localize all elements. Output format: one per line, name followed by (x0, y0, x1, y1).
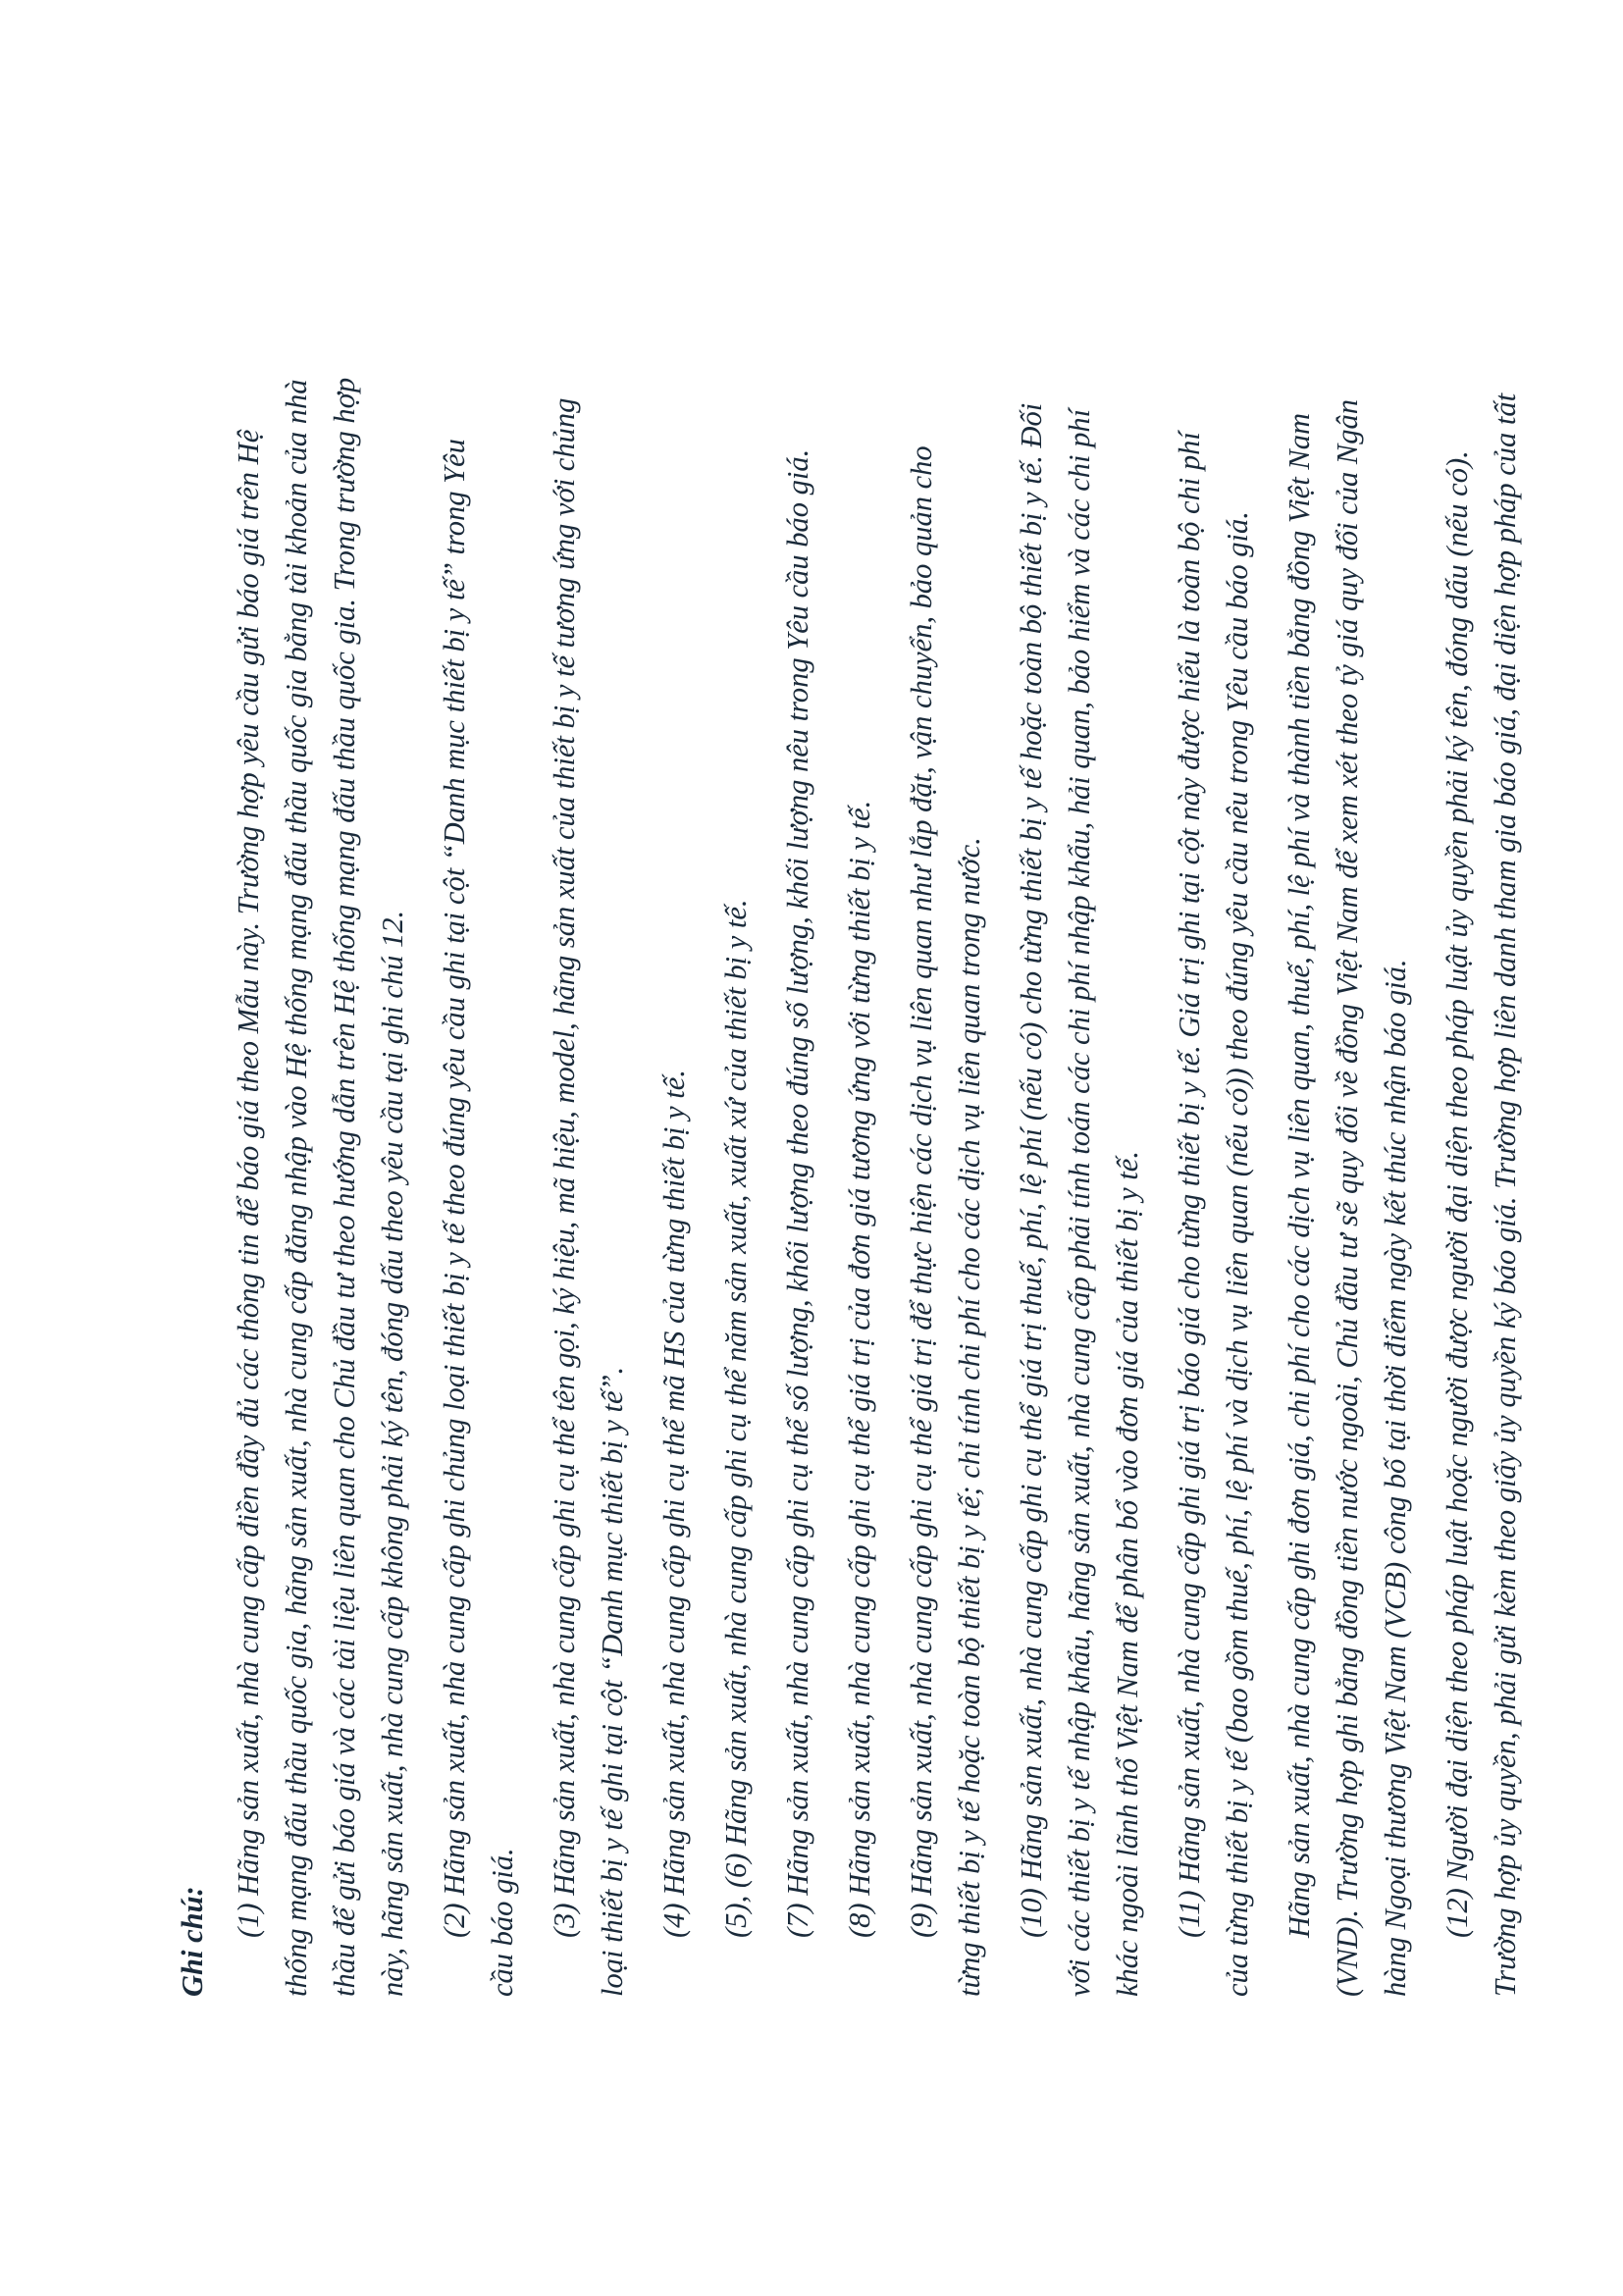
note-paragraph (431, 0, 527, 1997)
paragraph-gap (1152, 0, 1166, 1997)
note-line: (7) Hãng sản xuất, nhà cung cấp ghi cụ thể số lượng, khối lượng theo đúng số lượng, khối lượng nêu trong Yêu cầu báo giá. (781, 448, 814, 1938)
notes-heading: Ghi chú: (176, 1886, 209, 1997)
note-paragraph (1434, 0, 1530, 1997)
note-line: khác ngoài lãnh thổ Việt Nam để phân bổ vào đơn giá của thiết bị y tế. (1111, 1151, 1144, 1997)
note-line: này, hãng sản xuất, nhà cung cấp không phải ký tên, đóng dấu theo yêu cầu tại ghi chú 12. (376, 910, 409, 1997)
note-line: (4) Hãng sản xuất, nhà cung cấp ghi cụ thể mã HS của từng thiết bị y tế. (657, 1070, 691, 1938)
note-paragraph (651, 0, 699, 1997)
note-paragraph (1166, 0, 1262, 1997)
note-line: hàng Ngoại thương Việt Nam (VCB) công bố tại thời điểm ngày kết thúc nhận báo giá. (1379, 959, 1412, 1997)
note-line: Trường hợp ủy quyền, phải gửi kèm theo giấy ủy quyền ký báo giá. Trường hợp liên danh tham gia báo giá, đại diện hợp pháp của tất (1489, 392, 1522, 1997)
paragraph-gap (822, 0, 836, 1997)
note-line: (9) Hãng sản xuất, nhà cung cấp ghi cụ thể giá trị để thực hiện các dịch vụ liên quan như lắp đặt, vận chuyển, bảo quản cho (905, 445, 938, 1938)
note-line: loại thiết bị y tế ghi tại cột “Danh mục thiết bị y tế”. (596, 1366, 629, 1997)
note-line: cầu báo giá. (486, 1848, 519, 1997)
notes-body (225, 0, 1530, 1997)
note-line: thống mạng đấu thầu quốc gia, hãng sản xuất, nhà cung cấp đăng nhập vào Hệ thống mạng đấu thầu quốc gia bằng tài khoản của nhà (280, 379, 313, 1997)
paragraph-gap (760, 0, 774, 1997)
note-line: (1) Hãng sản xuất, nhà cung cấp điền đầy đủ các thông tin để báo giá theo Mẫu này. Trường hợp yêu cầu gửi báo giá trên Hệ (232, 429, 265, 1938)
note-paragraph (774, 0, 822, 1997)
paragraph-gap (1420, 0, 1434, 1997)
paragraph-gap (1262, 0, 1276, 1997)
note-line: Hãng sản xuất, nhà cung cấp ghi đơn giá, chi phí cho các dịch vụ liên quan, thuế, phí, lệ phí và thành tiền bằng đồng Việt Nam (1283, 412, 1316, 1938)
note-paragraph (1008, 0, 1152, 1997)
paragraph-gap (637, 0, 651, 1997)
note-line: (12) Người đại diện theo pháp luật hoặc người được người đại diện theo pháp luật ủy quyền phải ký tên, đóng dấu (nếu có). (1440, 450, 1474, 1938)
paragraph-gap (527, 0, 541, 1997)
note-line: với các thiết bị y tế nhập khẩu, hãng sản xuất, nhà cung cấp phải tính toán các chi phí nhập khẩu, hải quan, bảo hiểm và các chi phí (1063, 408, 1096, 1997)
note-line: thầu để gửi báo giá và các tài liệu liên quan cho Chủ đầu tư theo hướng dẫn trên Hệ thống mạng đấu thầu quốc gia. Trong trường hợp (328, 377, 361, 1997)
note-line: từng thiết bị y tế hoặc toàn bộ thiết bị y tế; chỉ tính chi phí cho các dịch vụ liên quan trong nước. (953, 837, 986, 1997)
note-paragraph (541, 0, 637, 1997)
note-paragraph (712, 0, 760, 1997)
note-line: (2) Hãng sản xuất, nhà cung cấp ghi chủng loại thiết bị y tế theo đúng yêu cầu ghi tại cột “Danh mục thiết bị y tế” trong Yêu (438, 439, 471, 1938)
note-line: (11) Hãng sản xuất, nhà cung cấp ghi giá trị báo giá cho từng thiết bị y tế. Giá trị ghi tại cột này được hiểu là toàn bộ chi phí (1173, 432, 1206, 1938)
note-paragraph (836, 0, 884, 1997)
note-line: của từng thiết bị y tế (bao gồm thuế, phí, lệ phí và dịch vụ liên quan (nếu có)) theo đúng yêu cầu nêu trong Yêu cầu báo giá. (1221, 511, 1254, 1997)
paragraph-gap (699, 0, 712, 1997)
note-paragraph (1276, 0, 1420, 1997)
note-line: (8) Hãng sản xuất, nhà cung cấp ghi cụ thể giá trị của đơn giá tương ứng với từng thiết bị y tế. (843, 800, 876, 1938)
paragraph-gap (994, 0, 1008, 1997)
paragraph-gap (417, 0, 431, 1997)
note-line: (3) Hãng sản xuất, nhà cung cấp ghi cụ thể tên gọi, ký hiệu, mã hiệu, model, hãng sản xuất của thiết bị y tế tương ứng với chủng (548, 397, 581, 1938)
note-paragraph (898, 0, 994, 1997)
note-line: (10) Hãng sản xuất, nhà cung cấp ghi cụ thể giá trị thuế, phí, lệ phí (nếu có) cho từng thiết bị y tế hoặc toàn bộ thiết bị y tế. Đối (1015, 402, 1048, 1938)
paragraph-gap (884, 0, 898, 1997)
note-paragraph (225, 0, 417, 1997)
note-line: (VND). Trường hợp ghi bằng đồng tiền nước ngoài, Chủ đầu tư sẽ quy đổi về đồng Việt Nam để xem xét theo tỷ giá quy đổi của Ngân (1331, 398, 1364, 1997)
note-line: (5), (6) Hãng sản xuất, nhà cung cấp ghi cụ thể năm sản xuất, xuất xứ của thiết bị y tế. (719, 899, 753, 1938)
notes-section (169, 0, 1530, 1997)
